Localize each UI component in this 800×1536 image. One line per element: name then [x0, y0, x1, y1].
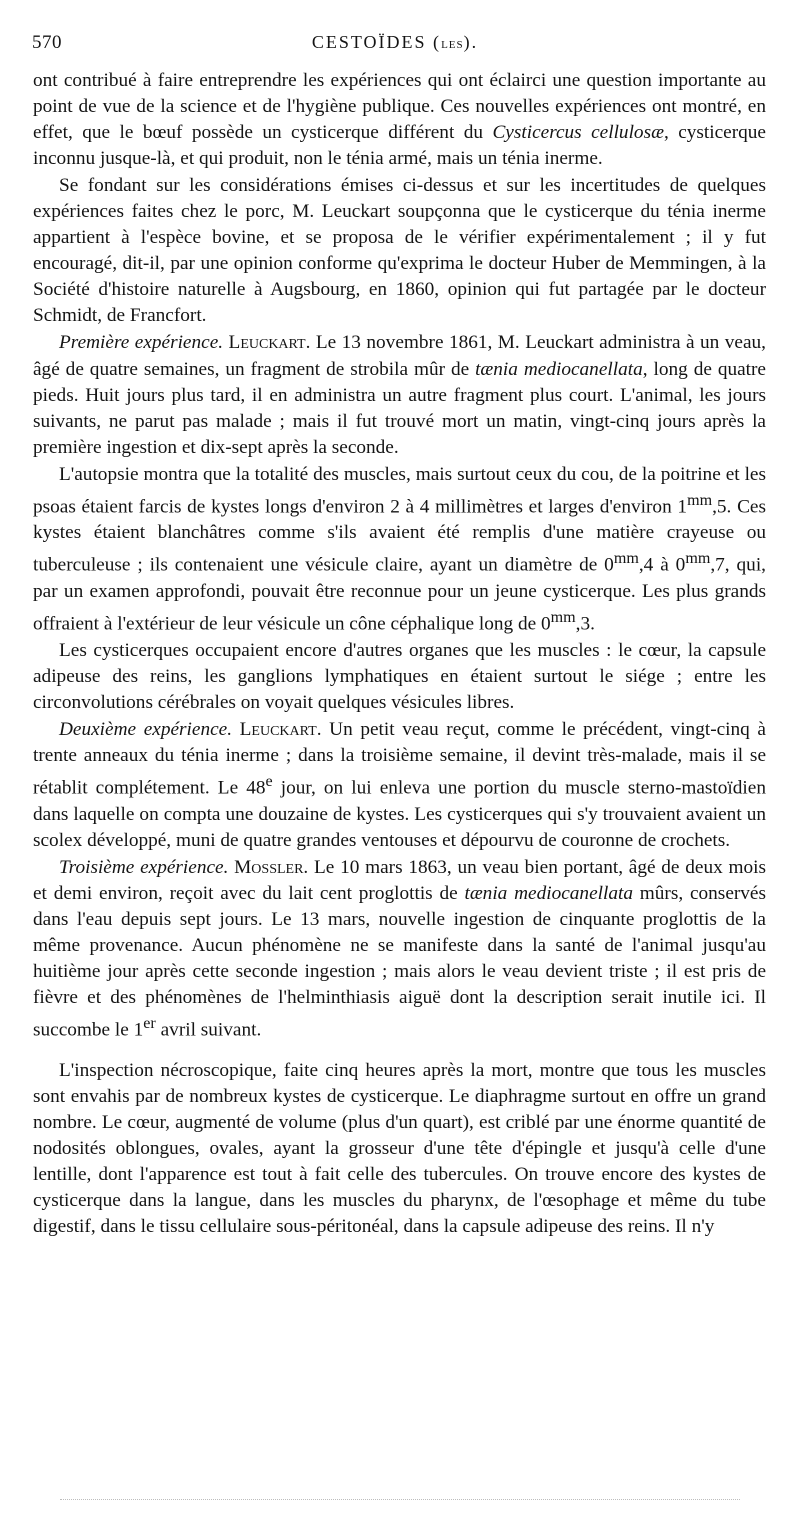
unit-superscript: mm: [685, 550, 711, 568]
page-number: 570: [32, 32, 62, 53]
paragraph-text: , long de quatre pieds. Huit jours plus tard, il en administra un autre fragment plus court. L'animal, les jours suivants, ne parut pas malade ; mais il fut trouvé mort un matin, vingt-cinq jours après la première ingestion et dix-sept après la seconde.: [33, 358, 766, 458]
species-name: Cysticercus cellulosæ: [492, 122, 664, 144]
paragraph-text: Le 13 novembre 1861, M. Leuckart administra à un veau, âgé de quatre semaines, un fragment de strobila mûr de: [33, 332, 766, 380]
running-title: [32, 32, 748, 53]
paragraph-5: Les cysticerques occupaient encore d'autres organes que les muscles : le cœur, la capsule adipeuse des reins, les ganglions lymphatiques en étaient surtout le siége ; entre les circonvolutions cérébrales on voyait quelques vésicules libres.: [33, 640, 766, 714]
paragraph-text: , cysticerque inconnu jusque-là, et qui produit, non le ténia armé, mais un ténia inerme.: [33, 122, 766, 170]
species-name: tænia mediocanellata: [464, 883, 633, 905]
paragraph-text: avril suivant.: [155, 1019, 262, 1041]
paragraph-text: Un petit veau reçut, comme le précédent, vingt-cinq à trente anneaux du ténia inerme ; dans la troisième semaine, il devint très-malade, mais il se rétablit complétement. Le 48: [33, 719, 766, 799]
experiment-title: Deuxième expérience.: [59, 719, 233, 741]
paragraph-text: ,4 à 0: [638, 554, 686, 576]
running-title-smallcaps: les: [441, 35, 464, 52]
page-header: [32, 32, 748, 58]
unit-superscript: mm: [550, 608, 576, 626]
experiment-author: Mossler.: [234, 857, 309, 879]
page-body: [33, 68, 766, 1241]
unit-superscript: mm: [687, 491, 713, 509]
paragraph-text: ,3.: [575, 613, 595, 635]
unit-superscript: mm: [613, 550, 639, 568]
paragraph-text: jour, on lui enleva une portion du muscle sterno-mastoïdien dans laquelle on compta une douzaine de kystes. Les cysticerques qui s'y trouvaient avaient un scolex développé, muni de quatre grandes ventouses et dépourvu de couronne de crochets.: [33, 777, 766, 851]
paragraph-text: Le 10 mars 1863, un veau bien portant, âgé de deux mois et demi environ, reçoit avec du lait cent proglottis de: [33, 857, 766, 905]
paragraph-4: [33, 462, 766, 638]
paragraph-7: [33, 855, 766, 1044]
paragraph-8: L'inspection nécroscopique, faite cinq heures après la mort, montre que tous les muscles sont envahis par de nombreux kystes de cysticerque. Le diaphragme surtout en offre un grand nombre. Le cœur, augmenté de volume (plus d'un quart), est criblé par une énorme quantité de nodosités oblongues, ovales, ayant la grosseur d'une tête d'épingle et jusqu'à celle d'une lentille, dont l'apparence est tout à fait celle des tubercules. On trouve encore des kystes de cysticerque dans la langue, dans les muscles du pharynx, de l'œsophage et même du tube digestif, dans le tissu cellulaire sous-péritonéal, dans la capsule adipeuse des reins. Il n'y: [33, 1059, 766, 1238]
paragraph-text: L'autopsie montra que la totalité des muscles, mais surtout ceux du cou, de la poitrine et les psoas étaient farcis de kystes longs d'environ 2 à 4 millimètres et larges d'environ 1: [33, 463, 766, 518]
species-name: tænia mediocanellata: [475, 358, 643, 380]
paragraph-text: ,5. Ces kystes étaient blanchâtres comme s'ils avaient été remplis d'une matière crayeuse ou tuberculeuse ; ils contenaient une vésicule claire, ayant un diamètre de 0: [33, 496, 766, 576]
paragraph-text: ont contribué à faire entreprendre les expériences qui ont éclairci une question importante au point de vue de la science et de l'hygiène publique. Ces nouvelles expériences ont montré, en effet, que le bœuf possède un cysticerque différent du: [33, 70, 766, 144]
experiment-author: Leuckart.: [228, 332, 311, 354]
ordinal-superscript: er: [143, 1015, 156, 1033]
paragraph-text: mûrs, conservés dans l'eau depuis sept jours. Le 13 mars, nouvelle ingestion de cinquante proglottis de la même provenance. Aucun phénomène ne se manifeste dans la santé de l'animal jusqu'au huitième jour après cette seconde ingestion ; mais alors le veau devient triste ; il est pris de fièvre et des phénomènes de l'helminthiasis aiguë dont la description serait inutile ici. Il succombe le 1: [33, 883, 766, 1041]
footer-rule: [60, 1499, 740, 1500]
experiment-author: Leuckart.: [239, 719, 322, 741]
paragraph-3: [33, 330, 766, 460]
paragraph-2: Se fondant sur les considérations émises ci-dessus et sur les incertitudes de quelques expériences faites chez le porc, M. Leuckart soupçonna que le cysticerque du ténia inerme appartient à l'espèce bovine, et se proposa de le vérifier expérimentalement ; il y fut encouragé, dit-il, par une opinion conforme qu'exprima le docteur Huber de Memmingen, à la Société d'histoire naturelle à Augsbourg, en 1860, opinion qui fut partagée par le docteur Schmidt, de Francfort.: [33, 175, 766, 327]
experiment-title: Troisième expérience.: [59, 857, 229, 879]
ordinal-superscript: e: [265, 773, 273, 791]
running-title-end: ).: [463, 32, 479, 52]
paragraph-text: ,7, qui, par un examen approfondi, pouvait être reconnue pour un jeune cysticerque. Les plus grands offraient à l'extérieur de leur vésicule un cône céphalique long de 0: [33, 554, 766, 635]
experiment-title: Première expérience.: [59, 332, 224, 354]
paragraph-1: [33, 68, 766, 172]
running-title-main: CESTOÏDES (: [311, 32, 442, 52]
paragraph-6: [33, 717, 766, 854]
